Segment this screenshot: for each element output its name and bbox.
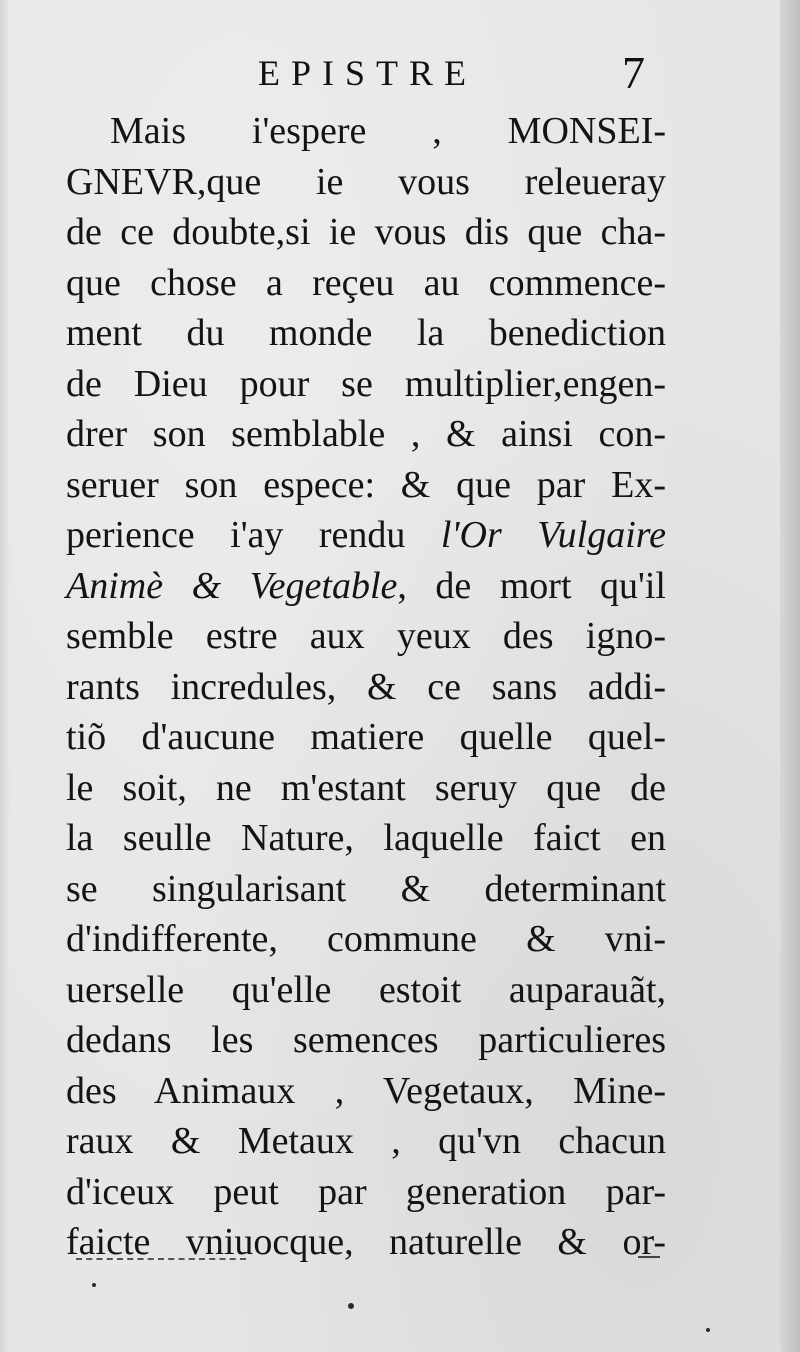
text-line-with-italic (66, 510, 666, 561)
text-line: de Dieu pour se multiplier,engen- (66, 362, 666, 405)
text-line: tiõ d'aucune matiere quelle quel- (66, 716, 666, 758)
text-line: raux & Metaux , qu'vn chacun (66, 1120, 666, 1162)
text-line: le soit, ne m'estant seruy que de (66, 766, 666, 809)
page-number: 7 (622, 47, 645, 98)
text-segment: perience i'ay rendu (66, 514, 406, 556)
running-head: EPISTRE (258, 53, 478, 93)
text-line: uerselle qu'elle estoit auparauãt, (66, 968, 666, 1011)
text-line: ment du monde la benediction (66, 312, 666, 354)
italic-phrase: l'Or Vulgaire (440, 514, 667, 556)
page-header (0, 47, 800, 102)
text-line: faicte vniuocque, naturelle & or- (66, 1221, 666, 1263)
text-line: la seulle Nature, laquelle faict en (66, 817, 666, 859)
text-line: que chose a reçeu au commence- (66, 261, 666, 304)
text-line: seruer son espece: & que par Ex- (66, 463, 666, 506)
ink-speck (92, 1283, 96, 1287)
text-line: d'iceux peut par generation par- (66, 1170, 666, 1213)
text-line: drer son semblable , & ainsi con- (66, 413, 666, 455)
text-line-with-italic (66, 561, 666, 612)
ink-speck (706, 1328, 710, 1332)
hyphen-rule (638, 1256, 660, 1258)
text-line: GNEVR,que ie vous releueray (66, 160, 666, 203)
text-line: des Animaux , Vegetaux, Mine- (66, 1069, 666, 1112)
text-line: dedans les semences particulieres (66, 1019, 666, 1061)
ink-speck (348, 1303, 354, 1309)
page-gutter-shadow (0, 0, 10, 1352)
italic-phrase: Animè & Vegetable (66, 564, 398, 607)
text-line: se singularisant & determinant (66, 867, 666, 910)
text-line: d'indifferente, commune & vni- (66, 918, 666, 960)
text-line: semble estre aux yeux des igno- (66, 615, 666, 657)
underline-rule (76, 1258, 246, 1260)
text-line: rants incredules, & ce sans addi- (66, 665, 666, 708)
body-text (66, 106, 666, 1268)
text-segment: , de mort qu'il (397, 564, 666, 607)
page-edge-shadow (780, 0, 800, 1352)
text-line: Mais i'espere , MONSEI- (110, 110, 666, 152)
text-line: de ce doubte,si ie vous dis que cha- (66, 211, 666, 253)
